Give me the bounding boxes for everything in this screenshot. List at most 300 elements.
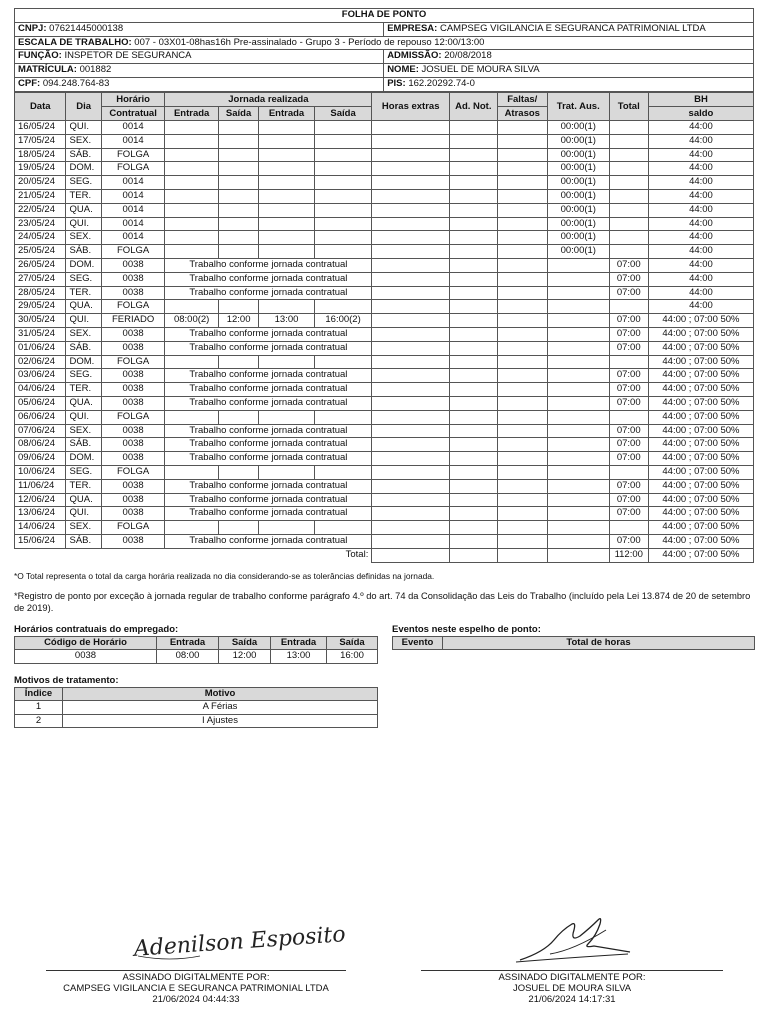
cell-trat-aus — [547, 341, 609, 355]
cell-trat-aus: 00:00(1) — [547, 203, 609, 217]
table-row — [15, 479, 754, 493]
cell-data: 23/05/24 — [15, 217, 66, 231]
cell-horas-extras — [372, 148, 450, 162]
cell-bh-saldo: 44:00 ; 07:00 50% — [648, 369, 753, 383]
nome-field: NOME: JOSUEL DE MOURA SILVA — [384, 64, 754, 78]
cell-trat-aus — [547, 479, 609, 493]
cell-ad-not — [450, 300, 497, 314]
cell-data: 27/05/24 — [15, 272, 66, 286]
cell-bh-saldo: 44:00 — [648, 148, 753, 162]
cell-saida2 — [314, 410, 372, 424]
signature-left-name: CAMPSEG VIGILANCIA E SEGURANCA PATRIMONIAL LTDA — [63, 983, 329, 994]
horarios-header-entrada2: Entrada — [271, 637, 327, 650]
cell-saida1: 12:00 — [218, 314, 258, 328]
cell-entrada1 — [165, 134, 219, 148]
motivos-table — [14, 687, 378, 728]
table-row — [15, 452, 754, 466]
cell-horario: 0014 — [101, 189, 165, 203]
cell-data: 21/05/24 — [15, 189, 66, 203]
motivos-header-indice: Índice — [15, 688, 63, 701]
cell-bh-saldo: 44:00 — [648, 300, 753, 314]
table-row — [15, 507, 754, 521]
col-jornada-header: Jornada realizada — [165, 93, 372, 107]
cell-ad-not — [450, 534, 497, 548]
table-row — [15, 176, 754, 190]
eventos-header-evento: Evento — [393, 637, 443, 650]
cell-horario: 0038 — [101, 369, 165, 383]
col-saldo-header: saldo — [648, 107, 753, 121]
cell-entrada2: 13:00 — [259, 314, 315, 328]
cell-ad-not — [450, 548, 497, 562]
cell-horas-extras — [372, 258, 450, 272]
cell-entrada1 — [165, 355, 219, 369]
cell-total — [609, 162, 648, 176]
cell-total: 07:00 — [609, 327, 648, 341]
cell-dia: QUI. — [66, 217, 101, 231]
cell-horas-extras — [372, 327, 450, 341]
cell-horas-extras — [372, 369, 450, 383]
motivo-texto: I Ajustes — [63, 714, 378, 728]
motivo-indice: 1 — [15, 701, 63, 715]
cell-ad-not — [450, 245, 497, 259]
cell-dia: TER. — [66, 189, 101, 203]
cell-horario: FOLGA — [101, 300, 165, 314]
table-row — [15, 231, 754, 245]
table-row — [15, 121, 754, 135]
cell-horas-extras — [372, 217, 450, 231]
cell-bh-saldo: 44:00 ; 07:00 50% — [648, 507, 753, 521]
cell-trat-aus — [547, 272, 609, 286]
cell-entrada2 — [259, 521, 315, 535]
cell-total — [609, 121, 648, 135]
total-value: 112:00 — [609, 548, 648, 562]
cell-trat-aus — [547, 258, 609, 272]
cell-ad-not — [450, 521, 497, 535]
cell-horario: 0038 — [101, 286, 165, 300]
cell-saida1 — [218, 245, 258, 259]
cell-trat-aus — [547, 493, 609, 507]
cell-entrada1 — [165, 217, 219, 231]
cell-saida1 — [218, 148, 258, 162]
total-bh: 44:00 ; 07:00 50% — [648, 548, 753, 562]
cell-data: 24/05/24 — [15, 231, 66, 245]
cell-ad-not — [450, 438, 497, 452]
cell-data: 26/05/24 — [15, 258, 66, 272]
cell-total: 07:00 — [609, 396, 648, 410]
table-row — [15, 383, 754, 397]
cell-saida1 — [218, 121, 258, 135]
cell-dia: SEG. — [66, 272, 101, 286]
table-row — [15, 650, 378, 664]
cell-trat-aus — [547, 355, 609, 369]
cell-horas-extras — [372, 203, 450, 217]
cell-entrada2 — [259, 162, 315, 176]
signature-left-block — [30, 972, 362, 1005]
cell-saida2 — [314, 134, 372, 148]
cpf-field: CPF: 094.248.764-83 — [15, 77, 384, 91]
cell-saida1 — [218, 134, 258, 148]
cell-saida2 — [314, 189, 372, 203]
document-title: FOLHA DE PONTO — [15, 9, 754, 23]
matricula-field: MATRÍCULA: 001882 — [15, 64, 384, 78]
signature-right-block — [421, 972, 723, 1005]
eventos-title: Eventos neste espelho de ponto: — [392, 624, 541, 635]
cell-jornada-note: Trabalho conforme jornada contratual — [165, 479, 372, 493]
cell-ad-not — [450, 341, 497, 355]
cell-horario: 0038 — [101, 534, 165, 548]
cell-bh-saldo: 44:00 — [648, 189, 753, 203]
cell-trat-aus — [547, 286, 609, 300]
cell-ad-not — [450, 452, 497, 466]
cell-dia: QUA. — [66, 493, 101, 507]
cell-faltas — [497, 203, 547, 217]
cell-faltas — [497, 465, 547, 479]
cell-horario: FOLGA — [101, 355, 165, 369]
cell-data: 16/05/24 — [15, 121, 66, 135]
cell-faltas — [497, 176, 547, 190]
cell-data: 17/05/24 — [15, 134, 66, 148]
cell-horas-extras — [372, 424, 450, 438]
cell-entrada2 — [259, 245, 315, 259]
cell-total — [609, 231, 648, 245]
cell-saida2: 16:00(2) — [314, 314, 372, 328]
cell-total — [609, 300, 648, 314]
cell-entrada2 — [259, 148, 315, 162]
cell-saida1 — [218, 300, 258, 314]
cell-faltas — [497, 245, 547, 259]
cell-entrada2 — [259, 203, 315, 217]
cell-faltas — [497, 438, 547, 452]
cell-ad-not — [450, 217, 497, 231]
cell-entrada2 — [259, 300, 315, 314]
horarios-entrada: 08:00 — [157, 650, 219, 664]
table-row — [15, 521, 754, 535]
cell-jornada-note: Trabalho conforme jornada contratual — [165, 341, 372, 355]
cell-ad-not — [450, 203, 497, 217]
cell-bh-saldo: 44:00 ; 07:00 50% — [648, 383, 753, 397]
cell-horas-extras — [372, 383, 450, 397]
cell-faltas — [497, 355, 547, 369]
horarios-header-entrada: Entrada — [157, 637, 219, 650]
cell-dia: SÁB. — [66, 245, 101, 259]
cell-bh-saldo: 44:00 ; 07:00 50% — [648, 452, 753, 466]
cell-entrada2 — [259, 465, 315, 479]
cell-horas-extras — [372, 286, 450, 300]
cell-ad-not — [450, 507, 497, 521]
cell-total: 07:00 — [609, 383, 648, 397]
cell-bh-saldo: 44:00 — [648, 231, 753, 245]
note-total: *O Total representa o total da carga horária realizada no dia considerando-se as tolerâncias definidas na jornada. — [14, 571, 435, 581]
cell-faltas — [497, 521, 547, 535]
signature-right-image — [514, 910, 634, 966]
table-row — [15, 465, 754, 479]
cell-dia: SEX. — [66, 134, 101, 148]
cell-horas-extras — [372, 396, 450, 410]
cell-horario: 0038 — [101, 396, 165, 410]
cell-trat-aus — [547, 300, 609, 314]
cell-data: 19/05/24 — [15, 162, 66, 176]
cell-horas-extras — [372, 521, 450, 535]
cell-bh-saldo: 44:00 — [648, 286, 753, 300]
cell-ad-not — [450, 162, 497, 176]
cell-bh-saldo: 44:00 ; 07:00 50% — [648, 396, 753, 410]
cell-jornada-note: Trabalho conforme jornada contratual — [165, 396, 372, 410]
cell-dia: DOM. — [66, 162, 101, 176]
cell-dia: QUI. — [66, 507, 101, 521]
cell-faltas — [497, 424, 547, 438]
cell-horario: 0014 — [101, 121, 165, 135]
motivo-texto: A Férias — [63, 701, 378, 715]
timesheet-table — [14, 92, 754, 563]
signature-right-name: JOSUEL DE MOURA SILVA — [512, 983, 632, 994]
cell-dia: TER. — [66, 479, 101, 493]
cell-dia: SÁB. — [66, 438, 101, 452]
cell-saida2 — [314, 176, 372, 190]
cell-dia: DOM. — [66, 355, 101, 369]
cell-saida2 — [314, 217, 372, 231]
cell-data: 22/05/24 — [15, 203, 66, 217]
cell-ad-not — [450, 465, 497, 479]
table-row — [15, 203, 754, 217]
cell-saida2 — [314, 300, 372, 314]
cell-entrada1 — [165, 176, 219, 190]
signature-right-label: ASSINADO DIGITALMENTE POR: — [498, 972, 646, 983]
cell-trat-aus — [547, 534, 609, 548]
cell-jornada-note: Trabalho conforme jornada contratual — [165, 534, 372, 548]
cell-saida2 — [314, 203, 372, 217]
cell-ad-not — [450, 148, 497, 162]
cell-data: 03/06/24 — [15, 369, 66, 383]
cell-trat-aus — [547, 452, 609, 466]
cell-horario: 0014 — [101, 134, 165, 148]
cell-jornada-note: Trabalho conforme jornada contratual — [165, 327, 372, 341]
cell-total: 07:00 — [609, 507, 648, 521]
cell-data: 25/05/24 — [15, 245, 66, 259]
cell-faltas — [497, 341, 547, 355]
cell-total — [609, 134, 648, 148]
cell-horas-extras — [372, 479, 450, 493]
cell-data: 07/06/24 — [15, 424, 66, 438]
cell-trat-aus — [547, 314, 609, 328]
table-row — [15, 300, 754, 314]
cell-entrada1 — [165, 465, 219, 479]
cell-dia: DOM. — [66, 258, 101, 272]
cell-horario: 0038 — [101, 479, 165, 493]
cell-trat-aus — [547, 410, 609, 424]
cell-bh-saldo: 44:00 ; 07:00 50% — [648, 424, 753, 438]
cell-data: 20/05/24 — [15, 176, 66, 190]
cell-data: 29/05/24 — [15, 300, 66, 314]
cell-total: 07:00 — [609, 493, 648, 507]
cell-dia: SÁB. — [66, 148, 101, 162]
cell-bh-saldo: 44:00 ; 07:00 50% — [648, 493, 753, 507]
cell-entrada1 — [165, 162, 219, 176]
cell-faltas — [497, 272, 547, 286]
note-registro: *Registro de ponto por exceção à jornada regular de trabalho conforme parágrafo 4.º do art. 74 da Consolidação das Leis do Trabalho (incluído pela Lei 13.874 de 20 de setembro de 2019). — [14, 591, 751, 613]
cell-saida1 — [218, 355, 258, 369]
cell-dia: SÁB. — [66, 341, 101, 355]
table-row — [15, 327, 754, 341]
cell-total — [609, 148, 648, 162]
cell-entrada1 — [165, 189, 219, 203]
cell-bh-saldo: 44:00 — [648, 245, 753, 259]
cell-trat-aus — [547, 507, 609, 521]
cell-faltas — [497, 286, 547, 300]
cell-data: 02/06/24 — [15, 355, 66, 369]
cell-horas-extras — [372, 176, 450, 190]
cnpj-field: CNPJ: 07621445000138 — [15, 22, 384, 36]
cell-dia: SEG. — [66, 176, 101, 190]
cell-jornada-note: Trabalho conforme jornada contratual — [165, 369, 372, 383]
cell-horario: FOLGA — [101, 245, 165, 259]
cell-horas-extras — [372, 272, 450, 286]
cell-saida1 — [218, 176, 258, 190]
cell-horario: 0038 — [101, 493, 165, 507]
table-row — [15, 369, 754, 383]
cell-faltas — [497, 148, 547, 162]
cell-saida2 — [314, 121, 372, 135]
cell-data: 08/06/24 — [15, 438, 66, 452]
cell-faltas — [497, 189, 547, 203]
cell-dia: SEG. — [66, 369, 101, 383]
horarios-header-saida2: Saída — [327, 637, 378, 650]
cell-horario: 0014 — [101, 231, 165, 245]
cell-dia: SÁB. — [66, 534, 101, 548]
cell-horas-extras — [372, 314, 450, 328]
cell-dia: SEX. — [66, 521, 101, 535]
cell-dia: DOM. — [66, 452, 101, 466]
cell-bh-saldo: 44:00 — [648, 203, 753, 217]
table-row — [15, 286, 754, 300]
cell-total: 07:00 — [609, 424, 648, 438]
cell-trat-aus: 00:00(1) — [547, 217, 609, 231]
table-row — [15, 314, 754, 328]
table-row — [15, 341, 754, 355]
cell-total: 07:00 — [609, 479, 648, 493]
cell-data: 15/06/24 — [15, 534, 66, 548]
table-row — [15, 410, 754, 424]
cell-entrada2 — [259, 410, 315, 424]
signature-right-line — [421, 970, 723, 971]
motivos-title: Motivos de tratamento: — [14, 675, 119, 686]
cell-data: 12/06/24 — [15, 493, 66, 507]
cell-dia: SEG. — [66, 465, 101, 479]
col-horario-header: Horário — [101, 93, 165, 107]
cell-horario: 0014 — [101, 203, 165, 217]
cell-horario: 0038 — [101, 327, 165, 341]
cell-trat-aus: 00:00(1) — [547, 231, 609, 245]
cell-horario: FERIADO — [101, 314, 165, 328]
cell-horas-extras — [372, 162, 450, 176]
cell-total — [609, 465, 648, 479]
horarios-table — [14, 636, 378, 664]
cell-total: 07:00 — [609, 258, 648, 272]
cell-total — [609, 521, 648, 535]
cell-dia: QUI. — [66, 121, 101, 135]
cell-trat-aus: 00:00(1) — [547, 176, 609, 190]
cell-dia: SEX. — [66, 327, 101, 341]
cell-ad-not — [450, 396, 497, 410]
cell-faltas — [497, 507, 547, 521]
cell-entrada1 — [165, 148, 219, 162]
cell-trat-aus: 00:00(1) — [547, 245, 609, 259]
cell-bh-saldo: 44:00 — [648, 272, 753, 286]
cell-saida1 — [218, 217, 258, 231]
cell-trat-aus — [547, 369, 609, 383]
cell-horario: FOLGA — [101, 162, 165, 176]
cell-entrada1 — [165, 521, 219, 535]
cell-entrada1 — [165, 300, 219, 314]
cell-ad-not — [450, 134, 497, 148]
cell-horario: 0038 — [101, 438, 165, 452]
table-row — [15, 148, 754, 162]
cell-saida2 — [314, 521, 372, 535]
cell-faltas — [497, 327, 547, 341]
cell-entrada1 — [165, 245, 219, 259]
cell-ad-not — [450, 286, 497, 300]
cell-bh-saldo: 44:00 ; 07:00 50% — [648, 465, 753, 479]
cell-trat-aus: 00:00(1) — [547, 148, 609, 162]
funcao-field: FUNÇÃO: INSPETOR DE SEGURANCA — [15, 50, 384, 64]
horarios-entrada2: 13:00 — [271, 650, 327, 664]
cell-dia: SEX. — [66, 231, 101, 245]
cell-horario: 0038 — [101, 424, 165, 438]
col-dia-header: Dia — [66, 93, 101, 121]
table-row — [15, 396, 754, 410]
cell-trat-aus — [547, 383, 609, 397]
total-label: Total: — [15, 548, 372, 562]
cell-bh-saldo: 44:00 ; 07:00 50% — [648, 314, 753, 328]
cell-total — [609, 245, 648, 259]
col-atrasos-header: Atrasos — [497, 107, 547, 121]
cell-faltas — [497, 121, 547, 135]
cell-horas-extras — [372, 121, 450, 135]
cell-saida1 — [218, 203, 258, 217]
cell-total: 07:00 — [609, 286, 648, 300]
cell-entrada2 — [259, 134, 315, 148]
cell-saida1 — [218, 231, 258, 245]
table-row — [15, 272, 754, 286]
cell-horas-extras — [372, 245, 450, 259]
cell-horario: 0038 — [101, 507, 165, 521]
cell-data: 11/06/24 — [15, 479, 66, 493]
pis-field: PIS: 162.20292.74-0 — [384, 77, 754, 91]
cell-entrada1 — [165, 410, 219, 424]
cell-total — [609, 217, 648, 231]
cell-horas-extras — [372, 300, 450, 314]
cell-total: 07:00 — [609, 452, 648, 466]
col-saida1-header: Saída — [218, 107, 258, 121]
cell-data: 13/06/24 — [15, 507, 66, 521]
cell-ad-not — [450, 272, 497, 286]
cell-horas-extras — [372, 548, 450, 562]
cell-ad-not — [450, 424, 497, 438]
cell-saida1 — [218, 465, 258, 479]
table-row — [15, 217, 754, 231]
table-row — [15, 162, 754, 176]
cell-jornada-note: Trabalho conforme jornada contratual — [165, 452, 372, 466]
cell-horario: FOLGA — [101, 148, 165, 162]
cell-faltas — [497, 369, 547, 383]
cell-jornada-note: Trabalho conforme jornada contratual — [165, 507, 372, 521]
cell-faltas — [497, 217, 547, 231]
eventos-table — [392, 636, 755, 650]
cell-dia: TER. — [66, 383, 101, 397]
horarios-header-codigo: Código de Horário — [15, 637, 157, 650]
cell-horas-extras — [372, 452, 450, 466]
horarios-saida: 12:00 — [219, 650, 271, 664]
cell-bh-saldo: 44:00 ; 07:00 50% — [648, 521, 753, 535]
